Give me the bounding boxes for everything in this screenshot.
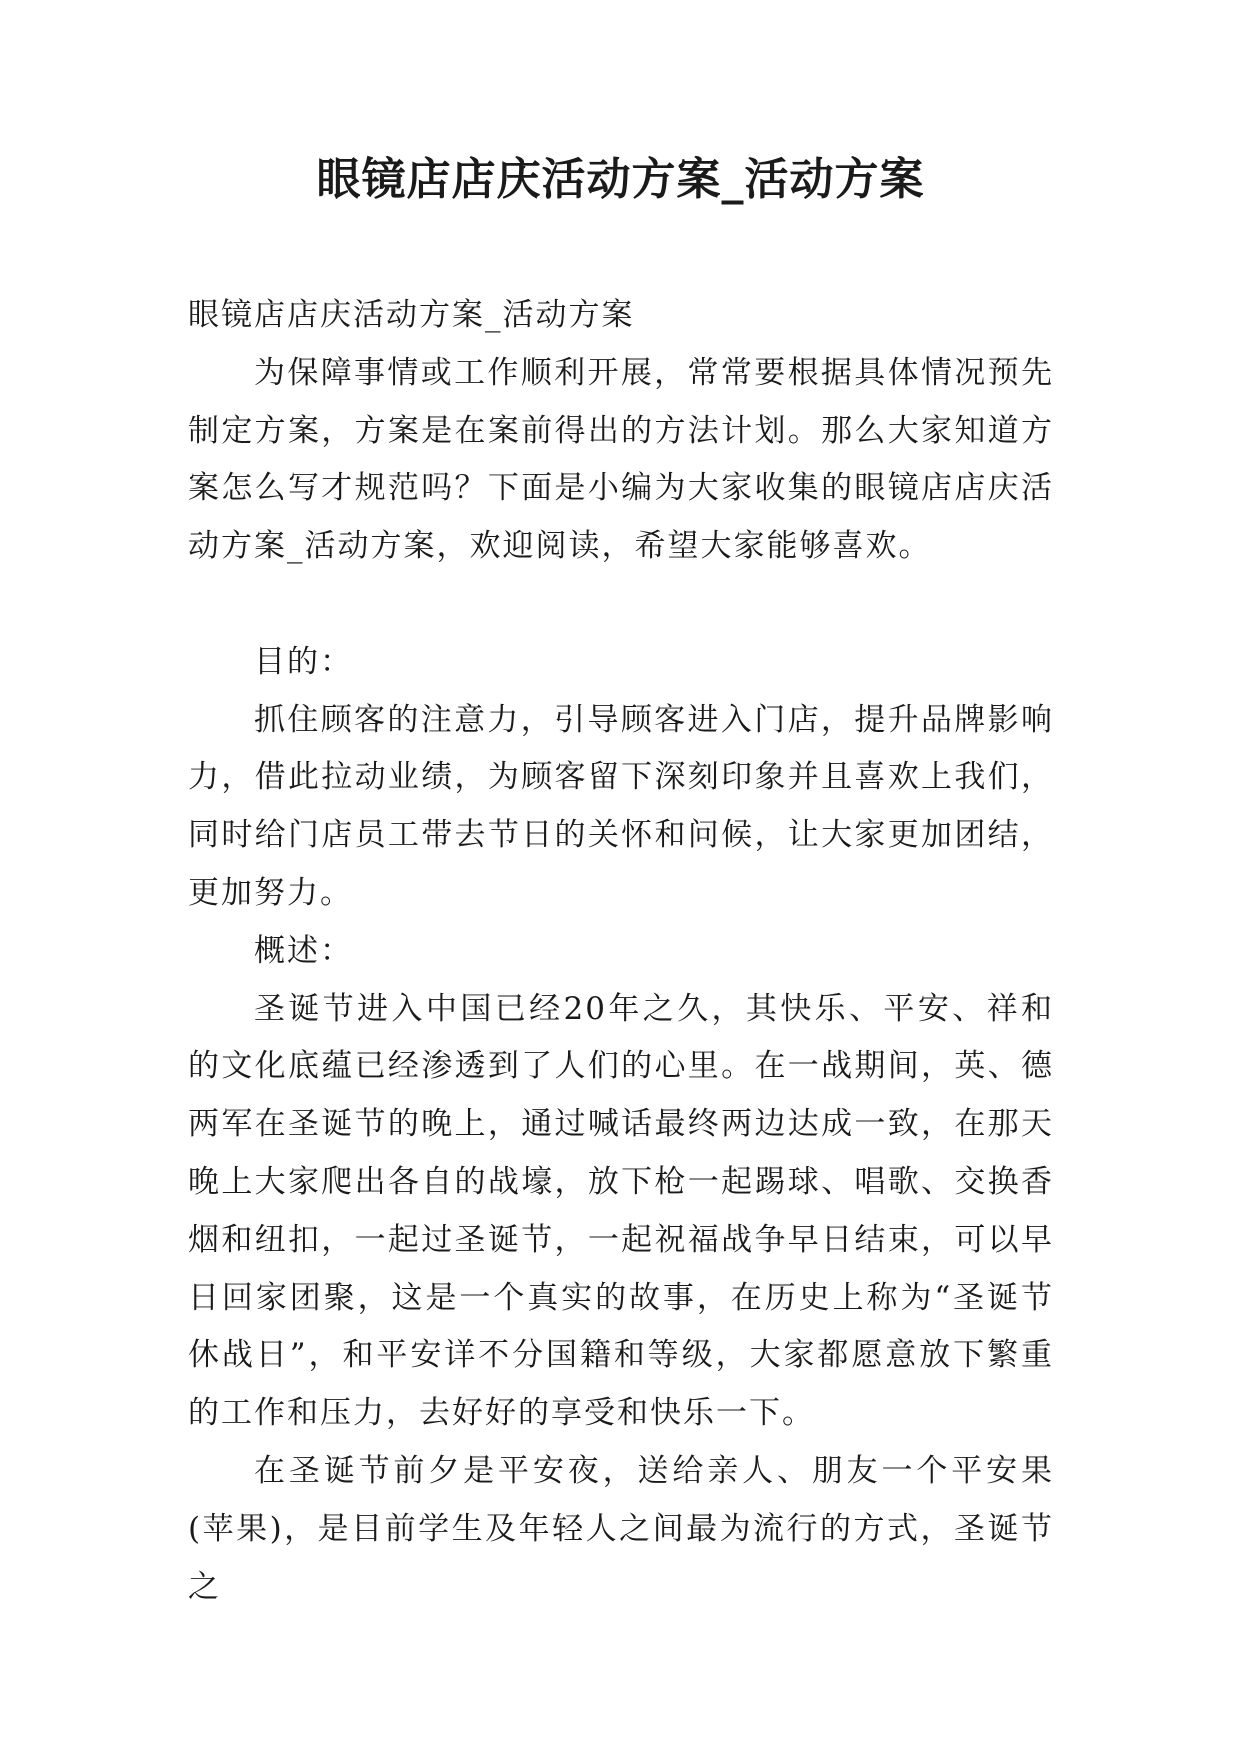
- overview-paragraph-2: 在圣诞节前夕是平安夜，送给亲人、朋友一个平安果(苹果)，是目前学生及年轻人之间最为流行的方式，圣诞节之: [188, 1452, 1054, 1605]
- purpose-paragraph: 抓住顾客的注意力，引导顾客进入门店，提升品牌影响力，借此拉动业绩，为顾客留下深刻印象并且喜欢上我们，同时给门店员工带去节日的关怀和问候，让大家更加团结，更加努力。: [188, 701, 1054, 911]
- overview-paragraph-1: 圣诞节进入中国已经20年之久，其快乐、平安、祥和的文化底蕴已经渗透到了人们的心里。在一战期间，英、德两军在圣诞节的晚上，通过喊话最终两边达成一致，在那天晚上大家爬出各自的战壕，放下枪一起踢球、唱歌、交换香烟和纽扣，一起过圣诞节，一起祝福战争早日结束，可以早日回家团聚，这是一个真实的故事，在历史上称为“圣诞节休战日”，和平安详不分国籍和等级，大家都愿意放下繁重的工作和压力，去好好的享受和快乐一下。: [188, 990, 1054, 1432]
- paragraph-spacer: [188, 576, 1054, 634]
- document-subtitle: 眼镜店店庆活动方案_活动方案: [188, 297, 635, 333]
- intro-paragraph: 为保障事情或工作顺利开展，常常要根据具体情况预先制定方案，方案是在案前得出的方法计划。那么大家知道方案怎么写才规范吗？下面是小编为大家收集的眼镜店店庆活动方案_活动方案，欢迎阅读，希望大家能够喜欢。: [188, 354, 1054, 565]
- document-title: 眼镜店店庆活动方案_活动方案: [316, 154, 925, 205]
- document-body: [188, 287, 1054, 1616]
- purpose-heading: 目的：: [254, 643, 353, 680]
- overview-heading: 概述：: [254, 932, 353, 969]
